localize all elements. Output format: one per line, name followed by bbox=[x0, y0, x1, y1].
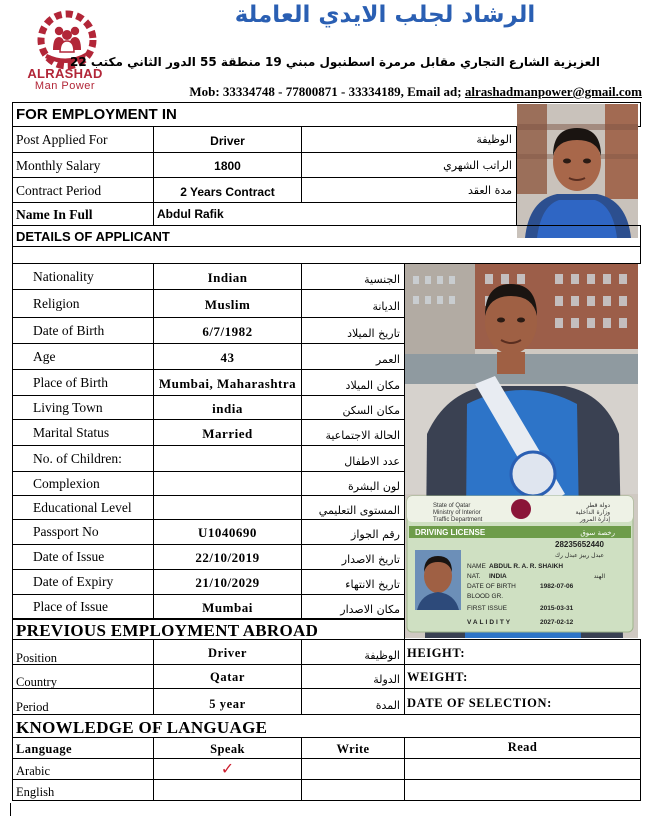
svg-text:VALIDITY: VALIDITY bbox=[467, 619, 513, 626]
svg-text:الهند: الهند bbox=[593, 573, 605, 580]
section-applicant-header bbox=[12, 225, 641, 247]
applicant-row-label-text: Passport No bbox=[33, 524, 99, 539]
applicant-row-label bbox=[12, 495, 154, 520]
selection-date-cell bbox=[404, 688, 641, 715]
applicant-row-label-text: Date of Birth bbox=[33, 322, 105, 338]
applicant-row-value bbox=[153, 519, 302, 545]
height-label: HEIGHT: bbox=[407, 646, 466, 660]
applicant-row-label bbox=[12, 289, 154, 318]
applicant-row-label-text: Living Town bbox=[33, 399, 103, 415]
height-cell bbox=[404, 639, 641, 665]
svg-text:ABDUL R. A. R. SHAIKH: ABDUL R. A. R. SHAIKH bbox=[489, 563, 564, 570]
applicant-row-value bbox=[153, 263, 302, 290]
company-address-arabic: العزيزية الشارع التجاري مقابل مرمرة اسطنبول مبني 19 منطقة 55 الدور الثاني مكتب 22 bbox=[70, 55, 600, 69]
applicant-portrait-photo bbox=[517, 104, 638, 238]
previous-row-label: Position bbox=[12, 639, 154, 665]
applicant-row-arabic-text: لون البشرة bbox=[348, 479, 400, 493]
name-label-cell bbox=[12, 202, 154, 226]
applicant-row-value bbox=[153, 419, 302, 446]
applicant-row-value bbox=[153, 544, 302, 570]
applicant-row-value-text: 22/10/2019 bbox=[195, 550, 260, 565]
applicant-row-arabic bbox=[301, 569, 405, 595]
previous-row-arabic: الدولة bbox=[301, 664, 405, 689]
applicant-row-arabic-text: تاريخ الاصدار bbox=[341, 553, 400, 566]
applicant-row-arabic-text: عدد الاطفال bbox=[344, 454, 400, 468]
applicant-row-label bbox=[12, 519, 154, 545]
applicant-row-value-text: Indian bbox=[207, 269, 248, 285]
applicant-row-label bbox=[12, 445, 154, 472]
applicant-row-label bbox=[12, 317, 154, 344]
employment-row-value: 2 Years Contract bbox=[153, 177, 302, 203]
applicant-row-arabic bbox=[301, 419, 405, 446]
employment-row-label: Post Applied For bbox=[12, 126, 154, 153]
language-row-speak[interactable] bbox=[153, 779, 302, 801]
applicant-row-label bbox=[12, 369, 154, 396]
applicant-row-value bbox=[153, 289, 302, 318]
applicant-row-arabic bbox=[301, 445, 405, 472]
applicant-row-label-text: Date of Issue bbox=[33, 549, 105, 564]
employment-row-value: 1800 bbox=[153, 152, 302, 178]
language-row-write[interactable] bbox=[301, 779, 405, 801]
applicant-row-label bbox=[12, 343, 154, 370]
svg-text:FIRST ISSUE: FIRST ISSUE bbox=[467, 605, 507, 612]
section-previous-header bbox=[12, 618, 405, 640]
section-employment-title: FOR EMPLOYMENT IN bbox=[16, 106, 177, 123]
applicant-row-label bbox=[12, 395, 154, 420]
applicant-row-label-text: Age bbox=[33, 348, 56, 364]
previous-row-arabic: المدة bbox=[301, 688, 405, 715]
svg-text:NAT.: NAT. bbox=[467, 573, 481, 580]
section-applicant-title: DETAILS OF APPLICANT bbox=[16, 229, 170, 244]
previous-row-value: Driver bbox=[153, 639, 302, 665]
svg-text:28235652440: 28235652440 bbox=[555, 540, 604, 549]
applicant-full-photo-with-license bbox=[405, 264, 638, 638]
applicant-row-arabic bbox=[301, 519, 405, 545]
applicant-row-label bbox=[12, 544, 154, 570]
employment-row-arabic: الوظيفة bbox=[301, 126, 517, 153]
applicant-row-label-text: Complexion bbox=[33, 475, 100, 491]
speak-check-icon: ✓ bbox=[220, 759, 235, 778]
applicant-row-arabic bbox=[301, 544, 405, 570]
applicant-row-arabic bbox=[301, 594, 405, 620]
language-row-read[interactable] bbox=[404, 779, 641, 801]
svg-text:2015-03-31: 2015-03-31 bbox=[540, 605, 574, 612]
svg-text:State of Qatar: State of Qatar bbox=[433, 503, 471, 509]
applicant-row-value-text: U1040690 bbox=[198, 525, 257, 540]
logo-text bbox=[14, 67, 116, 92]
applicant-row-value bbox=[153, 395, 302, 420]
applicant-row-arabic-text: الحالة الاجتماعية bbox=[325, 428, 400, 442]
employment-row-label: Monthly Salary bbox=[12, 152, 154, 178]
applicant-row-label-text: Religion bbox=[33, 295, 80, 311]
applicant-row-arabic-text: المستوى التعليمي bbox=[318, 503, 400, 517]
previous-row-arabic: الوظيفة bbox=[301, 639, 405, 665]
name-label: Name In Full bbox=[16, 207, 93, 222]
weight-cell bbox=[404, 664, 641, 689]
applicant-row-arabic bbox=[301, 369, 405, 396]
svg-text:Traffic Department: Traffic Department bbox=[433, 517, 483, 523]
applicant-row-value bbox=[153, 471, 302, 496]
previous-row-label: Country bbox=[12, 664, 154, 689]
language-header-speak: Speak bbox=[153, 737, 302, 759]
applicant-row-arabic-text: مكان الاصدار bbox=[340, 603, 400, 616]
applicant-row-value bbox=[153, 594, 302, 620]
applicant-row-value bbox=[153, 343, 302, 370]
applicant-row-arabic-text: الجنسية bbox=[364, 272, 400, 286]
language-row-name: Arabic bbox=[12, 758, 154, 780]
svg-text:DRIVING LICENSE: DRIVING LICENSE bbox=[415, 528, 486, 537]
applicant-row-arabic bbox=[301, 263, 405, 290]
applicant-row-value-text: Muslim bbox=[204, 296, 251, 312]
applicant-row-value-text: Mumbai, Maharashtra bbox=[158, 375, 297, 391]
language-row-write[interactable] bbox=[301, 758, 405, 780]
applicant-row-value bbox=[153, 495, 302, 520]
applicant-row-arabic bbox=[301, 495, 405, 520]
contact-email[interactable]: alrashadmanpower@gmail.com bbox=[464, 84, 642, 99]
applicant-row-label-text: Marital Status bbox=[33, 424, 110, 440]
applicant-row-label-text: No. of Children: bbox=[33, 450, 122, 466]
svg-text:NAME: NAME bbox=[467, 563, 486, 570]
applicant-row-arabic-text: رقم الجواز bbox=[351, 528, 400, 541]
svg-text:عبدل ربيز عبدل رك: عبدل ربيز عبدل رك bbox=[555, 552, 605, 559]
applicant-row-label-text: Educational Level bbox=[33, 499, 132, 515]
applicant-row-value-text: 6/7/1982 bbox=[202, 323, 253, 339]
svg-text:BLOOD GR.: BLOOD GR. bbox=[467, 593, 504, 600]
applicant-row-arabic bbox=[301, 343, 405, 370]
applicant-row-value bbox=[153, 317, 302, 344]
applicant-row-arabic bbox=[301, 395, 405, 420]
applicant-row-arabic bbox=[301, 471, 405, 496]
applicant-row-arabic-text: تاريخ الانتهاء bbox=[345, 578, 400, 591]
applicant-row-arabic-text: العمر bbox=[375, 352, 400, 366]
applicant-row-label bbox=[12, 419, 154, 446]
svg-text:1982-07-06: 1982-07-06 bbox=[540, 583, 574, 590]
applicant-row-arabic bbox=[301, 289, 405, 318]
language-header-language: Language bbox=[12, 737, 154, 759]
applicant-row-value-text: 21/10/2029 bbox=[195, 575, 260, 590]
svg-text:إدارة المرور: إدارة المرور bbox=[579, 516, 610, 523]
applicant-row-label bbox=[12, 263, 154, 290]
contact-phones: Mob: 33334748 - 77800871 - 33334189, Email ad; bbox=[189, 84, 465, 99]
language-row-name: English bbox=[12, 779, 154, 801]
svg-text:INDIA: INDIA bbox=[489, 573, 507, 580]
applicant-row-arabic-text: مكان الميلاد bbox=[345, 378, 400, 392]
previous-row-value: Qatar bbox=[153, 664, 302, 689]
applicant-row-label-text: Place of Issue bbox=[33, 599, 108, 614]
applicant-row-value bbox=[153, 569, 302, 595]
section-language-header bbox=[12, 714, 641, 738]
applicant-row-value-text: Married bbox=[202, 425, 253, 441]
svg-text:رخصة سوق: رخصة سوق bbox=[580, 529, 615, 537]
name-value-cell bbox=[153, 202, 517, 226]
applicant-row-arabic-text: تاريخ الميلاد bbox=[347, 326, 400, 340]
applicant-row-value-text: india bbox=[212, 400, 243, 416]
logo-line-1: ALRASHAD bbox=[27, 66, 103, 81]
svg-text:Ministry of Interior: Ministry of Interior bbox=[433, 510, 481, 516]
employment-row-arabic: مدة العقد bbox=[301, 177, 517, 203]
logo-line-2: Man Power bbox=[34, 80, 96, 92]
name-value: Abdul Rafik bbox=[157, 207, 224, 221]
svg-text:دولة قطر: دولة قطر bbox=[586, 502, 610, 509]
applicant-row-label-text: Nationality bbox=[33, 268, 94, 284]
blank-spacer-row bbox=[12, 246, 641, 264]
applicant-row-label bbox=[12, 471, 154, 496]
svg-text:وزارة الداخلية: وزارة الداخلية bbox=[575, 509, 610, 516]
applicant-row-arabic-text: مكان السكن bbox=[342, 403, 400, 417]
text-cursor bbox=[10, 803, 11, 816]
language-row-speak[interactable] bbox=[153, 758, 302, 780]
applicant-row-label bbox=[12, 569, 154, 595]
applicant-row-value bbox=[153, 445, 302, 472]
company-contact bbox=[130, 84, 642, 100]
applicant-row-arabic bbox=[301, 317, 405, 344]
employment-row-arabic: الراتب الشهري bbox=[301, 152, 517, 178]
applicant-row-label bbox=[12, 594, 154, 620]
language-row-read[interactable] bbox=[404, 758, 641, 780]
applicant-row-value-text: 43 bbox=[220, 349, 235, 365]
language-header-write: Write bbox=[301, 737, 405, 759]
section-language-title: KNOWLEDGE OF LANGUAGE bbox=[16, 718, 268, 737]
applicant-row-value-text: Mumbai bbox=[202, 600, 253, 615]
svg-text:DATE OF BIRTH: DATE OF BIRTH bbox=[467, 583, 516, 590]
applicant-row-label-text: Date of Expiry bbox=[33, 574, 114, 589]
company-title-arabic: الرشاد لجلب الايدي العاملة bbox=[234, 2, 536, 28]
employment-row-label: Contract Period bbox=[12, 177, 154, 203]
weight-label: WEIGHT: bbox=[407, 670, 468, 684]
applicant-row-arabic-text: الديانة bbox=[372, 299, 400, 313]
svg-text:2027-02-12: 2027-02-12 bbox=[540, 619, 574, 626]
previous-row-label: Period bbox=[12, 688, 154, 715]
applicant-row-label-text: Place of Birth bbox=[33, 374, 108, 390]
employment-row-value: Driver bbox=[153, 126, 302, 153]
language-header-read: Read bbox=[404, 737, 641, 759]
section-previous-title: PREVIOUS EMPLOYMENT ABROAD bbox=[16, 621, 319, 640]
selection-date-label: DATE OF SELECTION: bbox=[407, 696, 552, 710]
previous-row-value: 5 year bbox=[153, 688, 302, 715]
applicant-row-value bbox=[153, 369, 302, 396]
